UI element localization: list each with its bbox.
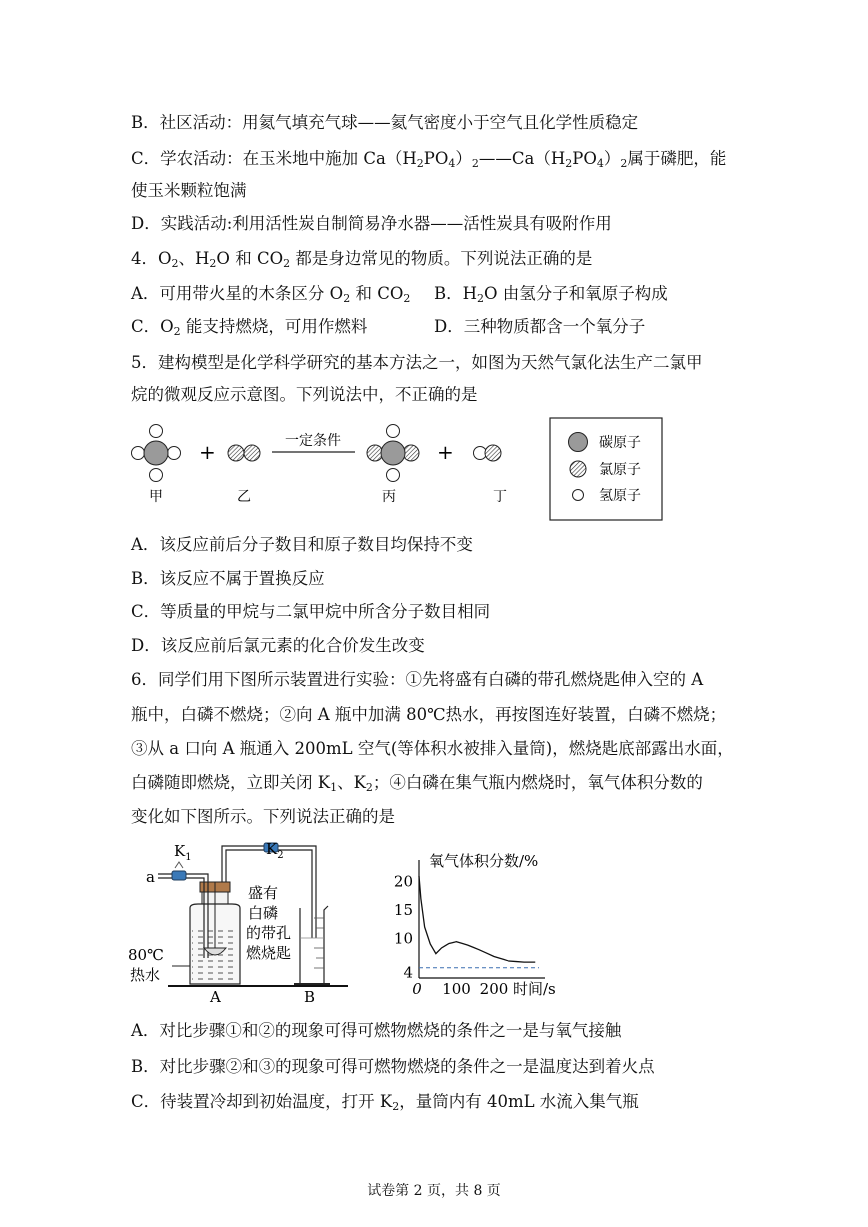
water-label-1: 80℃	[128, 946, 164, 964]
label-a: a	[146, 868, 155, 886]
valve-k1	[172, 862, 186, 880]
text: 4．O	[131, 249, 172, 268]
text: C．O	[131, 317, 174, 336]
label-bing: 丙	[382, 489, 396, 505]
legend-chlorine: 氯原子	[599, 462, 641, 478]
chart-ticks	[394, 873, 508, 998]
sub: 4	[596, 157, 604, 170]
q6-option-b: B．对比步骤②和③的现象可得可燃物燃烧的条件之一是温度达到着火点	[131, 1057, 655, 1076]
label-k2: $K_2$	[266, 840, 284, 861]
q3-option-c-line1	[131, 148, 726, 170]
sub: 2	[620, 157, 628, 170]
q5-stem-line1: 5．建构模型是化学科学研究的基本方法之一，如图为天然气氯化法生产二氯甲	[131, 353, 703, 372]
reaction-diagram	[125, 415, 670, 525]
chart-axes	[419, 860, 545, 978]
q5-option-d: D．该反应前后氯元素的化合价发生改变	[131, 636, 425, 655]
text: 属于磷肥，能	[627, 149, 727, 168]
sub: 2	[209, 257, 217, 270]
q5-option-b: B．该反应不属于置换反应	[131, 569, 325, 588]
q5-option-c: C．等质量的甲烷与二氯甲烷中所含分子数目相同	[131, 602, 491, 621]
text: B．H	[434, 284, 478, 303]
plus-sign: +	[199, 440, 216, 464]
text: 都是身边常见的物质。下列说法正确的是	[290, 249, 593, 268]
oxygen-chart	[385, 846, 585, 998]
text: C．待装置冷却到初始温度，打开 K	[131, 1092, 393, 1111]
text: ）	[603, 149, 621, 168]
spoon-label-2: 白磷	[248, 904, 279, 922]
text: ，量筒内有 40mL 水流入集气瓶	[399, 1092, 639, 1111]
x-tick-label: 200	[479, 980, 509, 998]
legend-carbon: 碳原子	[599, 435, 641, 451]
molecule-chlorine	[228, 445, 260, 461]
text: ）	[455, 149, 472, 168]
sub: 2	[403, 292, 411, 305]
page-footer: 试卷第 2 页，共 8 页	[367, 1183, 501, 1199]
spoon-label-1: 盛有	[248, 884, 279, 902]
q5-stem-line2: 烷的微观反应示意图。下列说法中，不正确的是	[131, 385, 478, 404]
q6-stem-line1: 6．同学们用下图所示装置进行实验：①先将盛有白磷的带孔燃烧匙伸入空的 A	[131, 670, 704, 689]
text: A．可用带火星的木条区分 O	[131, 284, 344, 303]
q3-option-d: D．实践活动:利用活性炭自制简易净水器——活性炭具有吸附作用	[131, 214, 612, 233]
sub: 2	[171, 257, 179, 270]
text: 能支持燃烧，可用作燃料	[180, 317, 368, 336]
text: PO	[572, 149, 597, 168]
y-tick-label: 20	[393, 872, 413, 891]
sub: 2	[416, 157, 424, 170]
sub: 2	[173, 325, 181, 338]
q6-option-c	[131, 1091, 639, 1113]
x-tick-label: 100	[442, 980, 471, 998]
oxygen-series-line	[419, 876, 535, 962]
x-tick-label: 0	[412, 980, 422, 998]
text: ；④白磷在集气瓶内燃烧时，氧气体积分数的	[372, 773, 703, 792]
molecule-dichloromethane	[367, 425, 419, 482]
text: 、K	[337, 773, 366, 792]
text: PO	[423, 149, 449, 168]
spoon-label-4: 燃烧匙	[246, 944, 292, 962]
q6-option-a: A．对比步骤①和②的现象可得可燃物燃烧的条件之一是与氧气接触	[131, 1021, 622, 1040]
molecule-methane	[132, 425, 181, 482]
text: 和 CO	[350, 284, 404, 303]
q4-option-a	[131, 283, 410, 305]
q4-option-b	[434, 283, 668, 305]
apparatus-diagram	[128, 838, 363, 1010]
legend-hydrogen: 氢原子	[599, 488, 641, 504]
q6-stem-line2: 瓶中，白磷不燃烧；②向 A 瓶中加满 80℃热水，再按图连好装置，白磷不燃烧；	[131, 705, 727, 724]
text: O 和 CO	[216, 249, 284, 268]
q3-option-b: B．社区活动：用氦气填充气球——氦气密度小于空气且化学性质稳定	[131, 113, 639, 132]
sub: 2	[392, 1100, 400, 1113]
label-yi: 乙	[237, 489, 251, 505]
plus-sign: +	[437, 440, 454, 464]
q4-option-c	[131, 316, 367, 338]
sub: 2	[365, 781, 373, 794]
text: ——Ca（H	[478, 149, 566, 168]
y-tick-label: 10	[393, 929, 413, 948]
label-jia: 甲	[149, 489, 163, 505]
q4-stem	[131, 248, 592, 270]
label-bottle-a: A	[210, 988, 221, 1006]
legend	[550, 418, 662, 520]
label-ding: 丁	[493, 489, 507, 505]
sub: 2	[471, 157, 479, 170]
q5-option-a: A．该反应前后分子数目和原子数目均保持不变	[131, 535, 473, 554]
y-tick-label: 15	[393, 901, 413, 919]
label-cylinder-b: B	[304, 988, 316, 1006]
sub: 1	[330, 781, 338, 794]
sub: 4	[448, 157, 456, 170]
chart-ylabel: 氧气体积分数/%	[429, 852, 539, 870]
sub: 2	[477, 292, 485, 305]
water-label-2: 热水	[130, 966, 161, 984]
y-tick-label: 4	[403, 963, 413, 982]
label-k1: $K_1$	[174, 842, 192, 863]
text: 、H	[178, 249, 210, 268]
chart-xlabel: 时间/s	[513, 980, 556, 998]
sub: 2	[343, 292, 351, 305]
text: 白磷随即燃烧，立即关闭 K	[131, 773, 331, 792]
spoon-label-3: 的带孔	[246, 924, 292, 942]
q6-stem-line3: ③从 a 口向 A 瓶通入 200mL 空气(等体积水被排入量筒)，燃烧匙底部露出水面，	[131, 739, 734, 758]
q3-option-c-line2: 使玉米颗粒饱满	[131, 181, 247, 200]
q6-stem-line4	[131, 772, 703, 794]
sub: 2	[283, 257, 291, 270]
text: O 由氢分子和氧原子构成	[484, 284, 668, 303]
text: C．学农活动：在玉米地中施加 Ca（H	[131, 149, 417, 168]
q4-option-d: D．三种物质都含一个氧分子	[434, 317, 646, 336]
q6-stem-line5: 变化如下图所示。下列说法正确的是	[131, 807, 395, 826]
condition-label: 一定条件	[285, 433, 341, 449]
molecule-hcl	[474, 445, 502, 461]
sub: 2	[565, 157, 573, 170]
